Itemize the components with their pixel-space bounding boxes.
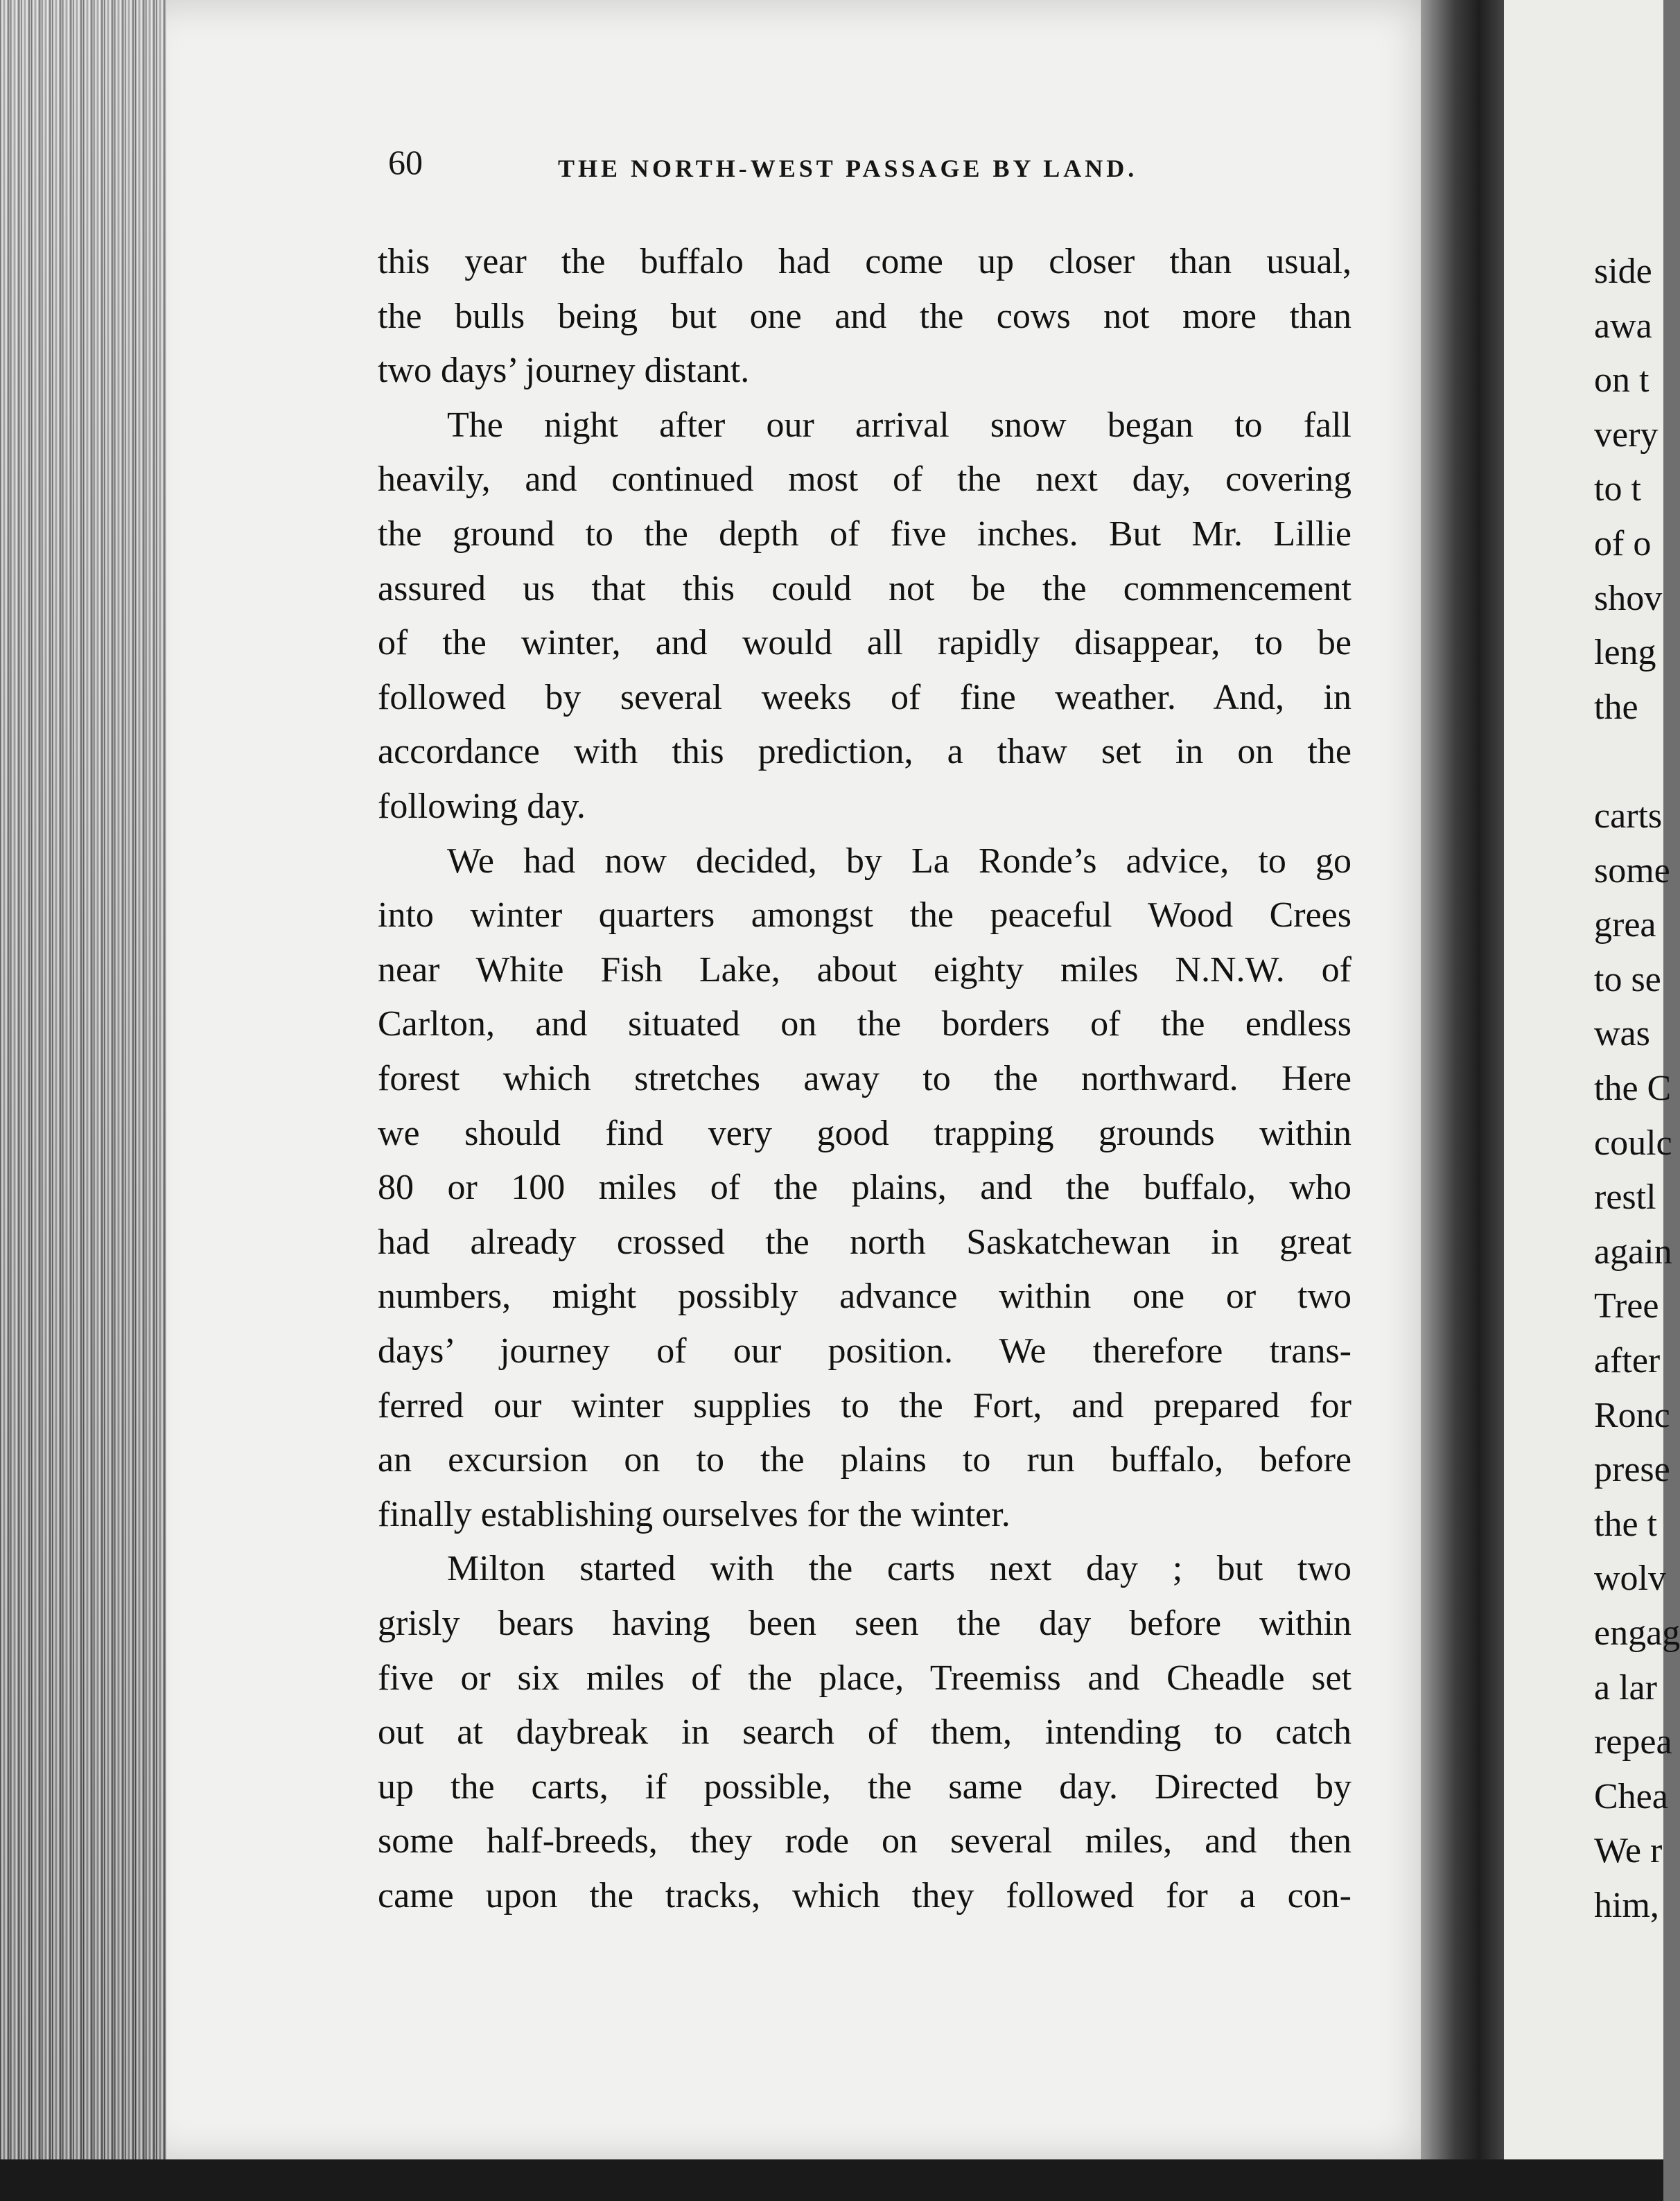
facing-text-line: after	[1594, 1341, 1661, 1380]
text-line: days’ journey of our position. We therefore trans-	[378, 1331, 1351, 1371]
facing-text-line: side	[1594, 252, 1652, 291]
facing-text-line: on t	[1594, 360, 1650, 401]
text-line: assured us that this could not be the commencement	[378, 568, 1351, 608]
text-line: The night after our arrival snow began to fall	[447, 405, 1351, 445]
facing-text-line: was	[1594, 1014, 1650, 1054]
text-line: ferred our winter supplies to the Fort, and prepared for	[378, 1385, 1351, 1426]
text-line: came upon the tracks, which they followed for a con-	[378, 1876, 1351, 1915]
text-line: up the carts, if possible, the same day. Directed by	[378, 1766, 1351, 1807]
text-line: we should find very good trapping grounds within	[378, 1113, 1351, 1153]
facing-text-line: prese	[1594, 1450, 1670, 1490]
text-line: followed by several weeks of fine weather. And, in	[378, 677, 1351, 717]
text-line: finally establishing ourselves for the winter.	[378, 1494, 1010, 1534]
text-line: an excursion on to the plains to run buffalo, before	[378, 1440, 1351, 1480]
text-line: forest which stretches away to the northward. Here	[378, 1059, 1351, 1098]
facing-text-line: shov	[1594, 578, 1663, 618]
text-line: out at daybreak in search of them, intending to catch	[378, 1712, 1351, 1753]
text-line: near White Fish Lake, about eighty miles N.N.W. of	[378, 949, 1351, 990]
running-title: THE NORTH-WEST PASSAGE BY LAND.	[558, 155, 1138, 182]
text-line: some half-breeds, they rode on several miles, and then	[378, 1821, 1351, 1861]
facing-text-line: leng	[1594, 633, 1656, 673]
facing-text-line: the t	[1594, 1504, 1657, 1544]
text-line: the bulls being but one and the cows not more than	[378, 296, 1351, 336]
facing-text-line: Chea	[1594, 1776, 1668, 1816]
facing-text-line: of o	[1594, 524, 1652, 563]
text-line: Carlton, and situated on the borders of the endless	[378, 1004, 1351, 1044]
text-line: following day.	[378, 787, 586, 826]
facing-text-line: him,	[1594, 1886, 1659, 1925]
text-line: two days’ journey distant.	[378, 351, 750, 391]
facing-text-line: very	[1594, 414, 1659, 455]
text-line: had already crossed the north Saskatchewan in great	[378, 1222, 1351, 1262]
facing-text-line: some	[1594, 850, 1670, 891]
text-line: this year the buffalo had come up closer than usual,	[378, 242, 1351, 281]
text-line: Milton started with the carts next day ; but two	[447, 1549, 1351, 1589]
facing-text-line: to se	[1594, 959, 1661, 999]
text-line: heavily, and continued most of the next day, covering	[378, 459, 1351, 500]
facing-text-line: carts	[1594, 796, 1663, 836]
scan-bottom-border	[0, 2159, 1663, 2201]
text-line: We had now decided, by La Ronde’s advice, to go	[447, 841, 1351, 881]
book-page-edges	[0, 0, 166, 2201]
page-number: 60	[388, 143, 423, 182]
facing-text-line: Tree	[1594, 1286, 1659, 1326]
facing-text-line: a lar	[1594, 1667, 1657, 1708]
facing-text-line: the	[1594, 687, 1638, 727]
facing-text-line: wolv	[1594, 1559, 1666, 1599]
facing-text-line: again	[1594, 1231, 1672, 1272]
text-line: 80 or 100 miles of the plains, and the buffalo, who	[378, 1168, 1351, 1208]
facing-text-line: Ronc	[1594, 1395, 1670, 1435]
text-line: the ground to the depth of five inches. But Mr. Lillie	[378, 514, 1351, 554]
text-line: into winter quarters amongst the peaceful Wood Crees	[378, 895, 1351, 936]
text-line: five or six miles of the place, Treemiss and Cheadle set	[378, 1658, 1351, 1698]
text-line: grisly bears having been seen the day before within	[378, 1604, 1351, 1643]
facing-text-line: the C	[1594, 1069, 1672, 1108]
facing-text-line: repea	[1594, 1722, 1672, 1762]
facing-text-line: grea	[1594, 905, 1656, 945]
book-gutter	[1421, 0, 1518, 2201]
facing-text-line: to t	[1594, 469, 1641, 509]
facing-text-line: We r	[1594, 1831, 1663, 1871]
facing-text-line: restl	[1594, 1177, 1656, 1218]
facing-text-line: coulc	[1594, 1123, 1672, 1163]
facing-text-line: engag	[1594, 1613, 1680, 1653]
facing-text-line: awa	[1594, 306, 1652, 346]
text-line: numbers, might possibly advance within one or two	[378, 1277, 1351, 1317]
text-line: of the winter, and would all rapidly disappear, to be	[378, 623, 1351, 663]
text-line: accordance with this prediction, a thaw set in on the	[378, 732, 1351, 772]
